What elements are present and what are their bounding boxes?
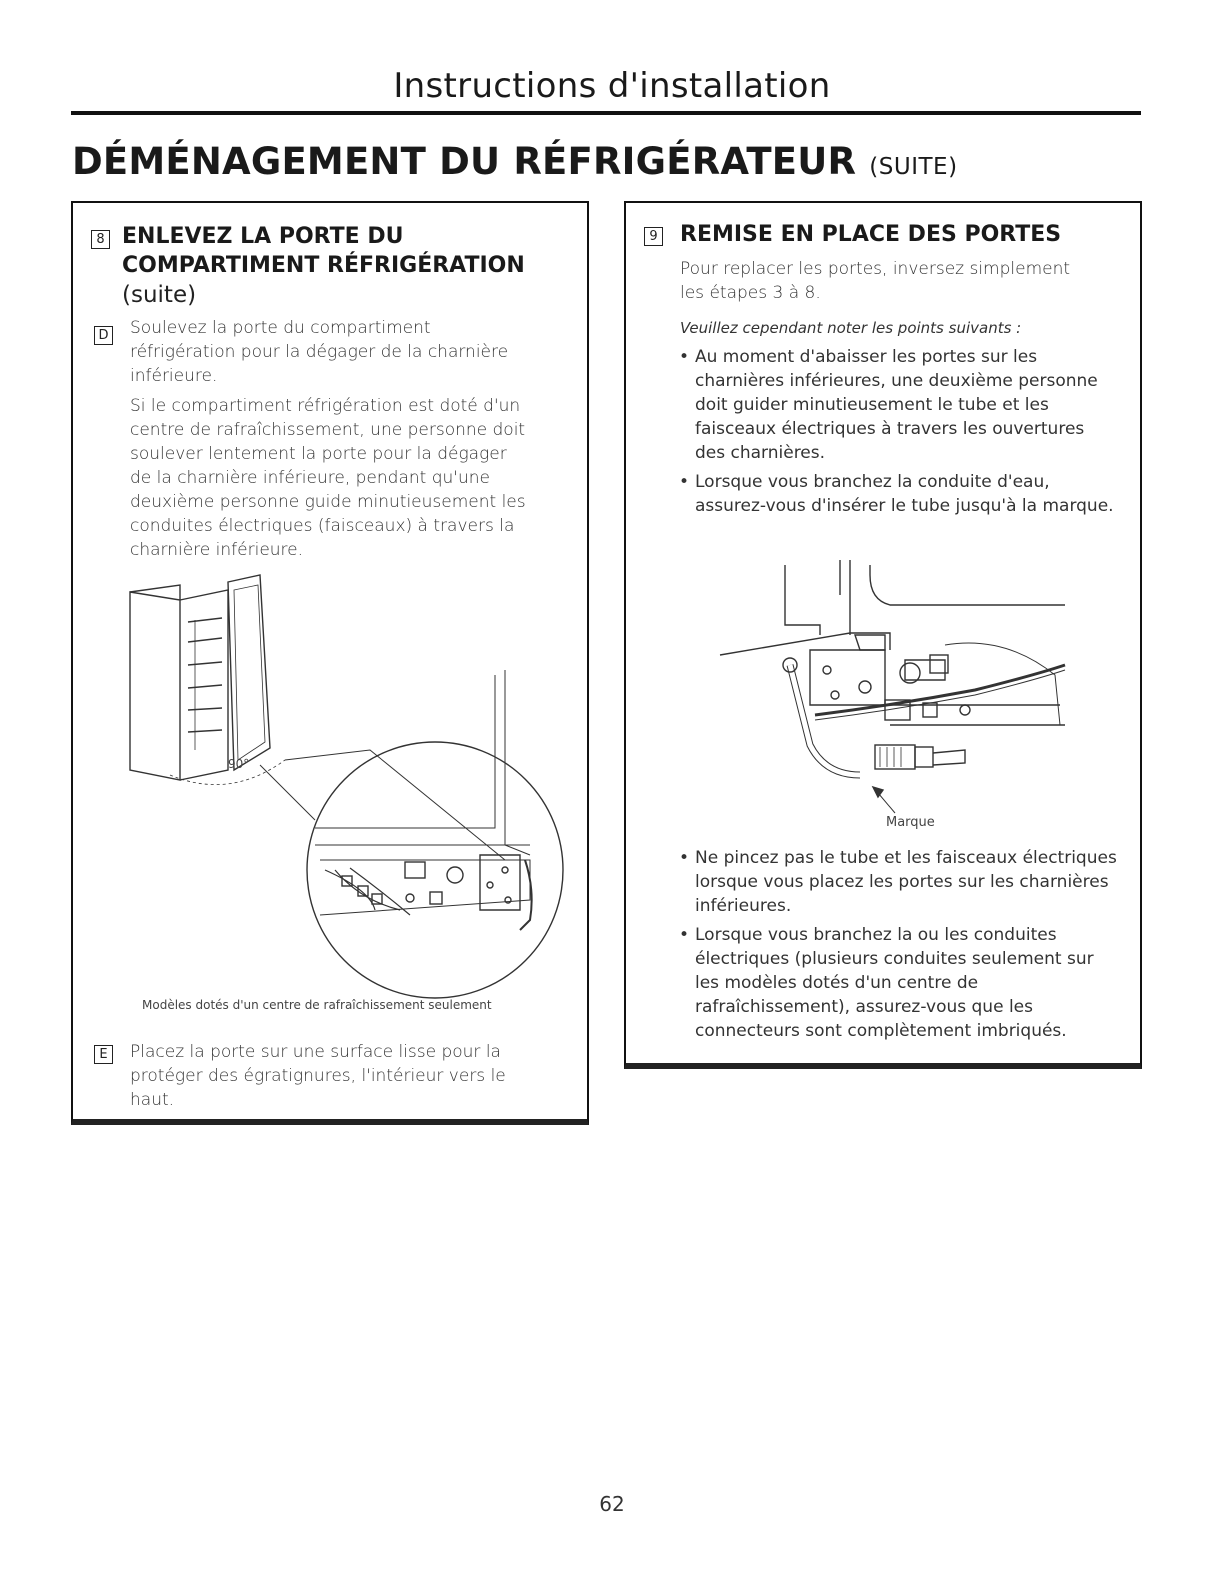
section-title-suffix: (SUITE) — [869, 154, 958, 180]
section-title-text: DÉMÉNAGEMENT DU RÉFRIGÉRATEUR — [72, 140, 857, 183]
step-e-line: protéger des égratignures, l'intérieur vers le — [130, 1066, 506, 1086]
refrigerator-door-illustration — [110, 570, 580, 1000]
angle-label: 90° — [228, 757, 250, 771]
right-intro — [680, 257, 1070, 305]
step-e-line: haut. — [130, 1090, 175, 1110]
bullet-item: • Lorsque vous branchez la ou les conduites électriques (plusieurs conduites seulement sur les modèles dotés d'un centre de rafraîchissement), assurez-vous que les connecteurs sont complètement imbriqués. — [677, 923, 1122, 1043]
right-intro-line: les étapes 3 à 8. — [680, 283, 821, 303]
header-title: Instructions d'installation — [393, 66, 831, 106]
step-8-box: 8 — [91, 230, 110, 249]
step-d-box: D — [94, 326, 113, 345]
step-9-box: 9 — [644, 227, 663, 246]
step-e-line: Placez la porte sur une surface lisse pour la — [130, 1042, 501, 1062]
step-d-para2-line: conduites électriques (faisceaux) à travers la — [130, 516, 515, 536]
bullet-item: • Au moment d'abaisser les portes sur les charnières inférieures, une deuxième personne doit guider minutieusement le tube et les faisceaux électriques à travers les ouvertures des charnières. — [677, 345, 1117, 465]
step-d-para1 — [130, 316, 508, 388]
step-e-text — [130, 1040, 506, 1112]
left-figure-caption: Modèles dotés d'un centre de rafraîchissement seulement — [142, 998, 492, 1012]
left-subheading: (suite) — [122, 282, 197, 308]
marque-label: Marque — [886, 815, 935, 830]
step-d-para1-line: Soulevez la porte du compartiment — [130, 318, 431, 338]
bullet-item: • Lorsque vous branchez la conduite d'eau, assurez-vous d'insérer le tube jusqu'à la marque. — [677, 470, 1117, 518]
header-rule — [71, 111, 1141, 115]
step-e-box: E — [94, 1045, 113, 1064]
right-heading: REMISE EN PLACE DES PORTES — [680, 222, 1062, 247]
step-d-para2-line: Si le compartiment réfrigération est doté d'un — [130, 396, 521, 416]
step-d-para2-line: deuxième personne guide minutieusement les — [130, 492, 526, 512]
step-d-para2-line: centre de rafraîchissement, une personne doit — [130, 420, 526, 440]
left-heading-line1: ENLEVEZ LA PORTE DU — [122, 224, 404, 249]
water-tube-hinge-illustration — [715, 555, 1075, 815]
left-heading-line2: COMPARTIMENT RÉFRIGÉRATION — [122, 253, 525, 278]
step-d-para2-line: de la charnière inférieure, pendant qu'une — [130, 468, 490, 488]
right-bullets-top — [677, 345, 1117, 523]
right-intro-line: Pour replacer les portes, inversez simplement — [680, 259, 1071, 279]
step-d-para1-line: réfrigération pour la dégager de la charnière — [130, 342, 509, 362]
step-d-para2-line: soulever lentement la porte pour la dégager — [130, 444, 507, 464]
bullet-item: • Ne pincez pas le tube et les faisceaux électriques lorsque vous placez les portes sur les charnières inférieures. — [677, 846, 1122, 918]
right-note: Veuillez cependant noter les points suivants : — [680, 319, 1022, 337]
page-number: 62 — [599, 1492, 625, 1516]
step-d-para2-line: charnière inférieure. — [130, 540, 304, 560]
right-bullets-bottom — [677, 846, 1122, 1048]
step-d-para1-line: inférieure. — [130, 366, 218, 386]
section-title — [72, 140, 958, 183]
step-d-para2 — [130, 394, 526, 562]
